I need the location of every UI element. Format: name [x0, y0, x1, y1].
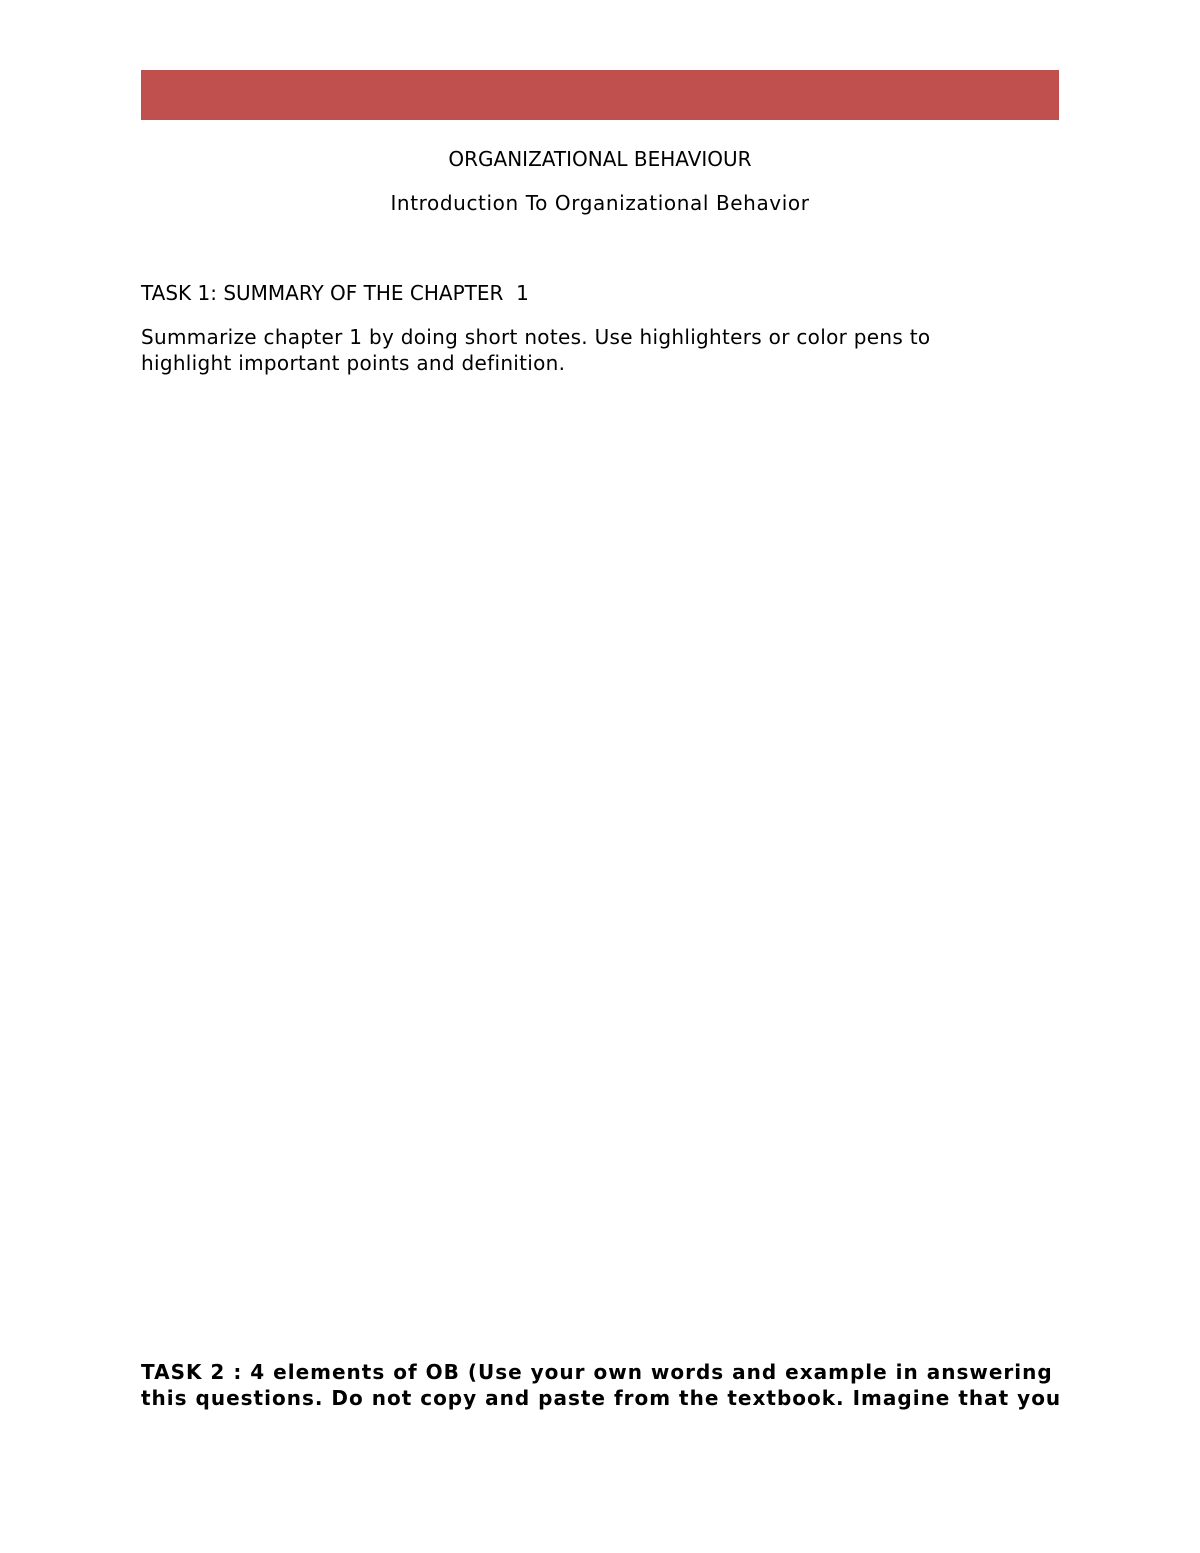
task-1-instructions: [141, 324, 1041, 376]
task-1-instruction-line: highlight important points and definition.: [141, 351, 566, 375]
task-1-instruction-line: Summarize chapter 1 by doing short notes. Use highlighters or color pens to: [141, 325, 931, 349]
task-1-heading: TASK 1: SUMMARY OF THE CHAPTER 1: [141, 281, 529, 305]
header-color-bar: [141, 70, 1059, 120]
task-2-text: [141, 1359, 1071, 1411]
task-2-line: this questions. Do not copy and paste from the textbook. Imagine that you: [141, 1386, 1062, 1410]
document-subtitle: Introduction To Organizational Behavior: [390, 191, 810, 215]
task-2-line: TASK 2 : 4 elements of OB (Use your own words and example in answering: [141, 1360, 1053, 1384]
document-title: ORGANIZATIONAL BEHAVIOUR: [448, 147, 752, 171]
